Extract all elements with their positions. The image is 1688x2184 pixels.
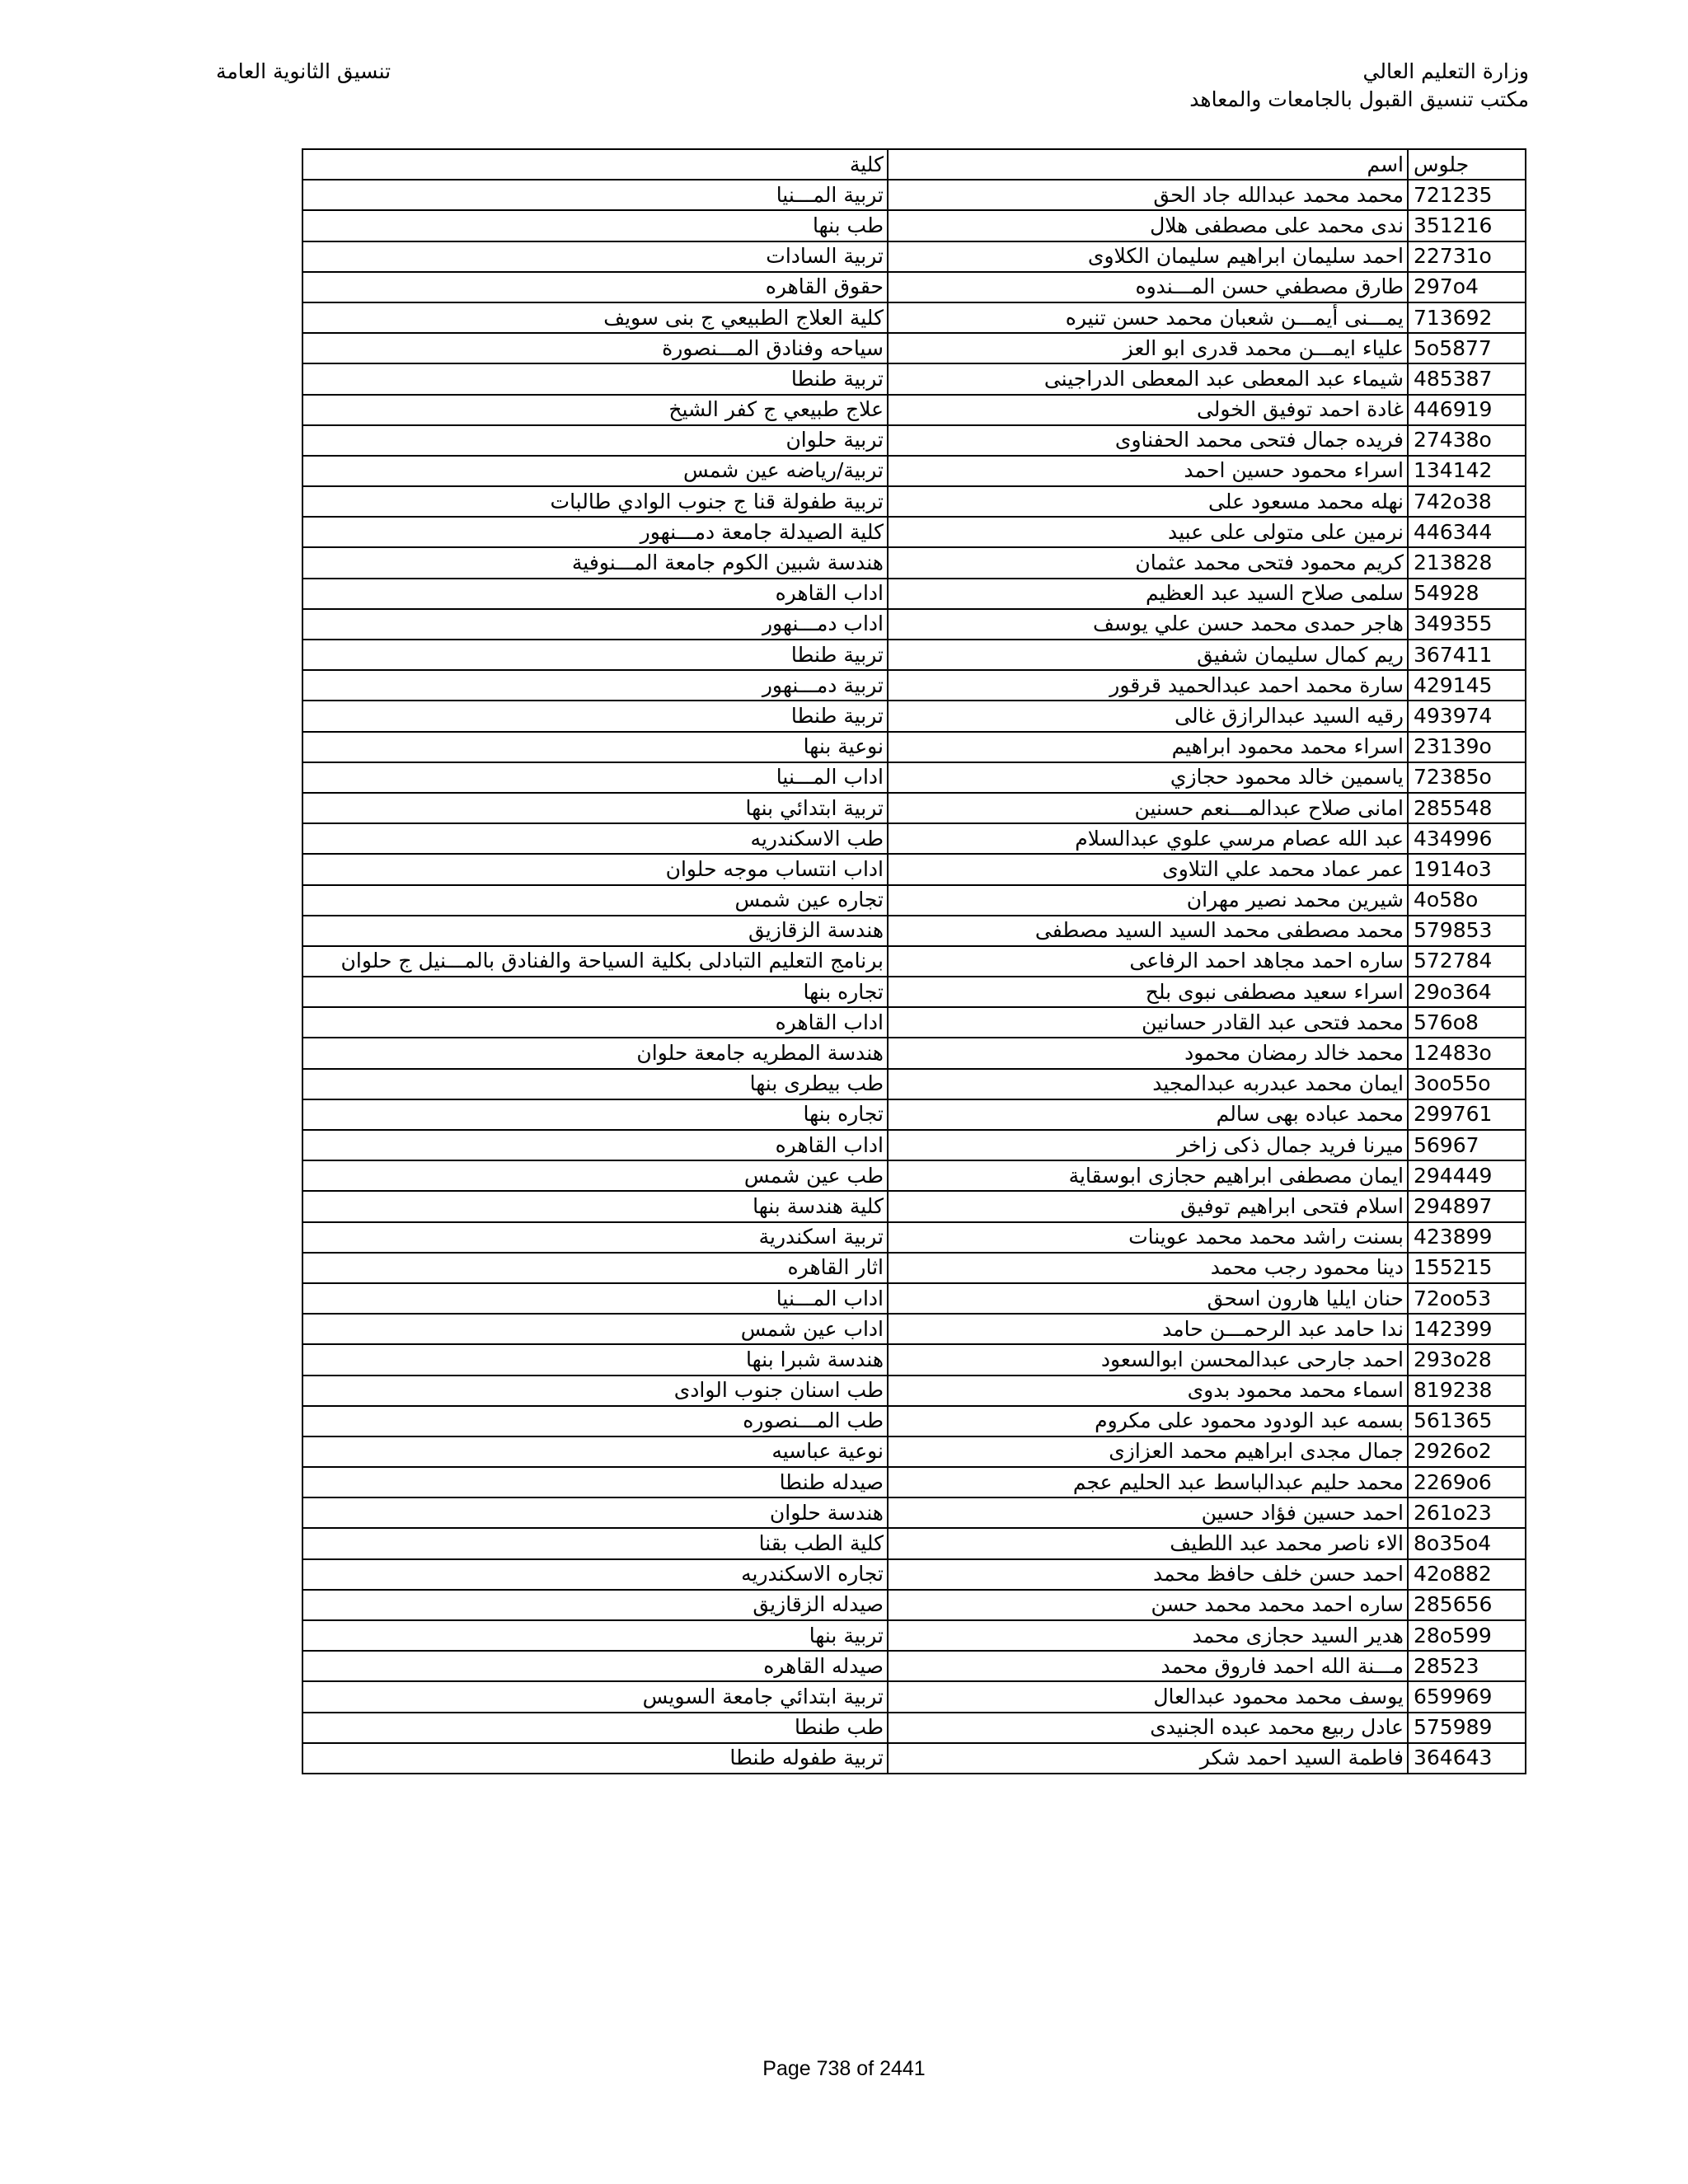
cell-college: تربية ابتدائي بنها bbox=[302, 793, 888, 823]
cell-college: طب الاسكندريه bbox=[302, 823, 888, 854]
cell-student-name: اسلام فتحى ابراهيم توفيق bbox=[888, 1191, 1408, 1221]
cell-student-name: احمد سليمان ابراهيم سليمان الكلاوى bbox=[888, 241, 1408, 272]
cell-college: حقوق القاهره bbox=[302, 272, 888, 302]
cell-seat-number: 28o599 bbox=[1408, 1620, 1526, 1651]
cell-seat-number: 4o58o bbox=[1408, 885, 1526, 916]
cell-college: طب اسنان جنوب الوادى bbox=[302, 1376, 888, 1406]
cell-seat-number: 5o5877 bbox=[1408, 333, 1526, 363]
cell-college: تجاره بنها bbox=[302, 977, 888, 1007]
cell-student-name: بسنت راشد محمد محمد عوينات bbox=[888, 1222, 1408, 1253]
cell-seat-number: 28523 bbox=[1408, 1651, 1526, 1681]
cell-college: سياحه وفنادق المـــنصورة bbox=[302, 333, 888, 363]
table-row bbox=[302, 425, 1526, 456]
table-row bbox=[302, 885, 1526, 916]
table-row bbox=[302, 486, 1526, 517]
table-row bbox=[302, 1620, 1526, 1651]
cell-student-name: ساره احمد مجاهد احمد الرفاعى bbox=[888, 946, 1408, 977]
cell-college: تربية السادات bbox=[302, 241, 888, 272]
cell-seat-number: 27438o bbox=[1408, 425, 1526, 456]
table-row bbox=[302, 793, 1526, 823]
results-table-body bbox=[302, 149, 1526, 1774]
cell-college: تربية طنطا bbox=[302, 701, 888, 731]
column-header-name: اسم bbox=[888, 149, 1408, 180]
table-row bbox=[302, 180, 1526, 210]
cell-student-name: ايمان مصطفى ابراهيم حجازى ابوسقاية bbox=[888, 1160, 1408, 1191]
cell-seat-number: 561365 bbox=[1408, 1406, 1526, 1436]
cell-student-name: نهله محمد مسعود على bbox=[888, 486, 1408, 517]
column-header-seat: جلوس bbox=[1408, 149, 1526, 180]
cell-seat-number: 349355 bbox=[1408, 609, 1526, 640]
cell-college: صيدله طنطا bbox=[302, 1467, 888, 1497]
cell-seat-number: 285548 bbox=[1408, 793, 1526, 823]
cell-student-name: عمر عماد محمد علي التلاوى bbox=[888, 854, 1408, 884]
cell-student-name: سلمى صلاح السيد عبد العظيم bbox=[888, 579, 1408, 609]
column-header-college: كلية bbox=[302, 149, 888, 180]
cell-student-name: احمد حسن خلف حافظ محمد bbox=[888, 1559, 1408, 1590]
cell-college: اداب المـــنيا bbox=[302, 1283, 888, 1314]
table-row bbox=[302, 1038, 1526, 1068]
table-row bbox=[302, 241, 1526, 272]
cell-student-name: احمد حسين فؤاد حسين bbox=[888, 1497, 1408, 1528]
cell-student-name: شيرين محمد نصير مهران bbox=[888, 885, 1408, 916]
table-row bbox=[302, 946, 1526, 977]
table-row bbox=[302, 1559, 1526, 1590]
cell-college: طب المـــنصوره bbox=[302, 1406, 888, 1436]
cell-student-name: عبد الله عصام مرسي علوي عبدالسلام bbox=[888, 823, 1408, 854]
ministry-title: وزارة التعليم العالي bbox=[1362, 59, 1529, 83]
cell-college: تربية طنطا bbox=[302, 640, 888, 670]
cell-college: كلية هندسة بنها bbox=[302, 1191, 888, 1221]
cell-student-name: اسراء سعيد مصطفى نبوى بلح bbox=[888, 977, 1408, 1007]
cell-student-name: سارة محمد احمد عبدالحميد قرقور bbox=[888, 670, 1408, 701]
cell-student-name: محمد خالد رمضان محمود bbox=[888, 1038, 1408, 1068]
table-row bbox=[302, 762, 1526, 793]
cell-college: تجاره بنها bbox=[302, 1099, 888, 1130]
cell-seat-number: 493974 bbox=[1408, 701, 1526, 731]
table-row bbox=[302, 1253, 1526, 1283]
table-row bbox=[302, 1069, 1526, 1099]
table-row bbox=[302, 1713, 1526, 1743]
cell-college: اداب القاهره bbox=[302, 579, 888, 609]
cell-student-name: علياء ايمـــن محمد قدرى ابو العز bbox=[888, 333, 1408, 363]
cell-college: تربية حلوان bbox=[302, 425, 888, 456]
page-header-title: تنسيق الثانوية العامة bbox=[216, 59, 392, 83]
cell-student-name: الاء ناصر محمد عبد اللطيف bbox=[888, 1528, 1408, 1558]
cell-seat-number: 294897 bbox=[1408, 1191, 1526, 1221]
cell-seat-number: 72385o bbox=[1408, 762, 1526, 793]
cell-seat-number: 293o28 bbox=[1408, 1344, 1526, 1375]
cell-student-name: فاطمة السيد احمد شكر bbox=[888, 1743, 1408, 1774]
cell-college: برنامج التعليم التبادلى بكلية السياحة والفنادق بالمـــنيل ج حلوان bbox=[302, 946, 888, 977]
table-row bbox=[302, 640, 1526, 670]
cell-student-name: يوسف محمد محمود عبدالعال bbox=[888, 1681, 1408, 1712]
cell-seat-number: 285656 bbox=[1408, 1590, 1526, 1620]
cell-student-name: هدير السيد حجازى محمد bbox=[888, 1620, 1408, 1651]
cell-student-name: محمد محمد عبدالله جاد الحق bbox=[888, 180, 1408, 210]
cell-college: تربية ابتدائي جامعة السويس bbox=[302, 1681, 888, 1712]
cell-seat-number: 446344 bbox=[1408, 517, 1526, 547]
cell-seat-number: 3oo55o bbox=[1408, 1069, 1526, 1099]
cell-student-name: امانى صلاح عبدالمـــنعم حسنين bbox=[888, 793, 1408, 823]
cell-college: تربية دمـــنهور bbox=[302, 670, 888, 701]
table-row bbox=[302, 1590, 1526, 1620]
cell-college: اداب القاهره bbox=[302, 1130, 888, 1160]
cell-student-name: محمد عباده بهى سالم bbox=[888, 1099, 1408, 1130]
cell-student-name: محمد حليم عبدالباسط عبد الحليم عجم bbox=[888, 1467, 1408, 1497]
cell-college: هندسة المطريه جامعة حلوان bbox=[302, 1038, 888, 1068]
table-row bbox=[302, 1314, 1526, 1344]
cell-college: علاج طبيعي ج كفر الشيخ bbox=[302, 395, 888, 425]
cell-student-name: ياسمين خالد محمود حجازي bbox=[888, 762, 1408, 793]
cell-student-name: ساره احمد محمد محمد حسن bbox=[888, 1590, 1408, 1620]
cell-student-name: احمد جارحى عبدالمحسن ابوالسعود bbox=[888, 1344, 1408, 1375]
cell-college: تربية بنها bbox=[302, 1620, 888, 1651]
cell-student-name: ندى محمد على مصطفى هلال bbox=[888, 210, 1408, 241]
cell-student-name: ميرنا فريد جمال ذكى زاخر bbox=[888, 1130, 1408, 1160]
cell-student-name: دينا محمود رجب محمد bbox=[888, 1253, 1408, 1283]
cell-college: اداب انتساب موجه حلوان bbox=[302, 854, 888, 884]
cell-college: تربية طفولة قنا ج جنوب الوادي طالبات bbox=[302, 486, 888, 517]
cell-student-name: غادة احمد توفيق الخولى bbox=[888, 395, 1408, 425]
table-row bbox=[302, 916, 1526, 946]
cell-seat-number: 155215 bbox=[1408, 1253, 1526, 1283]
cell-student-name: كريم محمود فتحى محمد عثمان bbox=[888, 547, 1408, 578]
cell-seat-number: 2926o2 bbox=[1408, 1436, 1526, 1467]
cell-college: تربية طنطا bbox=[302, 363, 888, 394]
cell-seat-number: 819238 bbox=[1408, 1376, 1526, 1406]
cell-seat-number: 429145 bbox=[1408, 670, 1526, 701]
cell-seat-number: 579853 bbox=[1408, 916, 1526, 946]
table-row bbox=[302, 1007, 1526, 1038]
cell-seat-number: 485387 bbox=[1408, 363, 1526, 394]
table-row bbox=[302, 210, 1526, 241]
table-row bbox=[302, 1406, 1526, 1436]
table-row bbox=[302, 1344, 1526, 1375]
cell-student-name: محمد مصطفى محمد السيد السيد مصطفى bbox=[888, 916, 1408, 946]
cell-college: كلية الصيدلة جامعة دمـــنهور bbox=[302, 517, 888, 547]
cell-college: طب طنطا bbox=[302, 1713, 888, 1743]
cell-seat-number: 29o364 bbox=[1408, 977, 1526, 1007]
table-row bbox=[302, 854, 1526, 884]
cell-college: هندسة الزقازيق bbox=[302, 916, 888, 946]
cell-seat-number: 351216 bbox=[1408, 210, 1526, 241]
cell-seat-number: 576o8 bbox=[1408, 1007, 1526, 1038]
table-row bbox=[302, 1528, 1526, 1558]
cell-seat-number: 659969 bbox=[1408, 1681, 1526, 1712]
cell-college: هندسة شبرا بنها bbox=[302, 1344, 888, 1375]
cell-seat-number: 297o4 bbox=[1408, 272, 1526, 302]
page-header-ministry bbox=[1189, 58, 1529, 114]
table-row bbox=[302, 1222, 1526, 1253]
cell-seat-number: 2269o6 bbox=[1408, 1467, 1526, 1497]
table-row bbox=[302, 547, 1526, 578]
cell-college: صيدله القاهره bbox=[302, 1651, 888, 1681]
table-row bbox=[302, 1160, 1526, 1191]
cell-seat-number: 8o35o4 bbox=[1408, 1528, 1526, 1558]
cell-student-name: ايمان محمد عبدربه عبدالمجيد bbox=[888, 1069, 1408, 1099]
cell-seat-number: 299761 bbox=[1408, 1099, 1526, 1130]
cell-college: كلية العلاج الطبيعي ج بنى سويف bbox=[302, 302, 888, 333]
table-row bbox=[302, 302, 1526, 333]
cell-seat-number: 22731o bbox=[1408, 241, 1526, 272]
cell-seat-number: 12483o bbox=[1408, 1038, 1526, 1068]
cell-student-name: طارق مصطفي حسن المـــندوه bbox=[888, 272, 1408, 302]
cell-college: تجاره عين شمس bbox=[302, 885, 888, 916]
table-row bbox=[302, 1099, 1526, 1130]
cell-seat-number: 364643 bbox=[1408, 1743, 1526, 1774]
cell-student-name: حنان ايليا هارون اسحق bbox=[888, 1283, 1408, 1314]
cell-college: هندسة حلوان bbox=[302, 1497, 888, 1528]
table-row bbox=[302, 732, 1526, 762]
table-row bbox=[302, 363, 1526, 394]
cell-student-name: عادل ربيع محمد عبده الجنيدى bbox=[888, 1713, 1408, 1743]
cell-student-name: اسماء محمد محمود بدوى bbox=[888, 1376, 1408, 1406]
cell-college: هندسة شبين الكوم جامعة المـــنوفية bbox=[302, 547, 888, 578]
table-row bbox=[302, 1283, 1526, 1314]
results-table bbox=[302, 148, 1526, 1774]
cell-college: اداب القاهره bbox=[302, 1007, 888, 1038]
table-row bbox=[302, 1743, 1526, 1774]
cell-student-name: جمال مجدى ابراهيم محمد العزازى bbox=[888, 1436, 1408, 1467]
table-row bbox=[302, 701, 1526, 731]
cell-student-name: هاجر حمدى محمد حسن علي يوسف bbox=[888, 609, 1408, 640]
cell-seat-number: 434996 bbox=[1408, 823, 1526, 854]
table-row bbox=[302, 1681, 1526, 1712]
cell-seat-number: 134142 bbox=[1408, 456, 1526, 486]
cell-seat-number: 23139o bbox=[1408, 732, 1526, 762]
table-row bbox=[302, 1497, 1526, 1528]
table-header-row bbox=[302, 149, 1526, 180]
cell-student-name: رقيه السيد عبدالرازق غالى bbox=[888, 701, 1408, 731]
cell-seat-number: 261o23 bbox=[1408, 1497, 1526, 1528]
cell-college: طب عين شمس bbox=[302, 1160, 888, 1191]
cell-college: اداب عين شمس bbox=[302, 1314, 888, 1344]
table-row bbox=[302, 609, 1526, 640]
table-row bbox=[302, 456, 1526, 486]
cell-college: تربية/رياضه عين شمس bbox=[302, 456, 888, 486]
cell-student-name: نرمين على متولى على عبيد bbox=[888, 517, 1408, 547]
cell-college: تربية المـــنيا bbox=[302, 180, 888, 210]
cell-college: نوعية عباسيه bbox=[302, 1436, 888, 1467]
cell-college: طب بيطرى بنها bbox=[302, 1069, 888, 1099]
table-row bbox=[302, 977, 1526, 1007]
cell-college: كلية الطب بقنا bbox=[302, 1528, 888, 1558]
cell-college: اداب المـــنيا bbox=[302, 762, 888, 793]
cell-student-name: بسمه عبد الودود محمود على مكروم bbox=[888, 1406, 1408, 1436]
cell-student-name: ريم كمال سليمان شفيق bbox=[888, 640, 1408, 670]
table-row bbox=[302, 1651, 1526, 1681]
table-row bbox=[302, 823, 1526, 854]
table-row bbox=[302, 1467, 1526, 1497]
cell-seat-number: 42o882 bbox=[1408, 1559, 1526, 1590]
table-row bbox=[302, 1436, 1526, 1467]
cell-seat-number: 56967 bbox=[1408, 1130, 1526, 1160]
cell-college: صيدله الزقازيق bbox=[302, 1590, 888, 1620]
cell-student-name: فريده جمال فتحى محمد الحفناوى bbox=[888, 425, 1408, 456]
table-row bbox=[302, 1376, 1526, 1406]
cell-college: نوعية بنها bbox=[302, 732, 888, 762]
table-row bbox=[302, 1191, 1526, 1221]
cell-seat-number: 142399 bbox=[1408, 1314, 1526, 1344]
cell-seat-number: 446919 bbox=[1408, 395, 1526, 425]
cell-college: طب بنها bbox=[302, 210, 888, 241]
cell-seat-number: 575989 bbox=[1408, 1713, 1526, 1743]
cell-seat-number: 713692 bbox=[1408, 302, 1526, 333]
cell-student-name: مـــنة الله احمد فاروق محمد bbox=[888, 1651, 1408, 1681]
cell-college: تربية اسكندرية bbox=[302, 1222, 888, 1253]
table-row bbox=[302, 579, 1526, 609]
cell-student-name: محمد فتحى عبد القادر حسانين bbox=[888, 1007, 1408, 1038]
cell-seat-number: 367411 bbox=[1408, 640, 1526, 670]
table-row bbox=[302, 670, 1526, 701]
cell-student-name: اسراء محمد محمود ابراهيم bbox=[888, 732, 1408, 762]
table-row bbox=[302, 272, 1526, 302]
cell-student-name: ندا حامد عبد الرحمـــن حامد bbox=[888, 1314, 1408, 1344]
page-number: Page 738 of 2441 bbox=[762, 2057, 926, 2080]
cell-student-name: شيماء عبد المعطى عبد المعطى الدراجينى bbox=[888, 363, 1408, 394]
cell-college: تجاره الاسكندريه bbox=[302, 1559, 888, 1590]
cell-college: اداب دمـــنهور bbox=[302, 609, 888, 640]
table-row bbox=[302, 517, 1526, 547]
table-row bbox=[302, 395, 1526, 425]
cell-seat-number: 572784 bbox=[1408, 946, 1526, 977]
cell-college: تربية طفوله طنطا bbox=[302, 1743, 888, 1774]
cell-seat-number: 294449 bbox=[1408, 1160, 1526, 1191]
cell-seat-number: 213828 bbox=[1408, 547, 1526, 578]
table-row bbox=[302, 333, 1526, 363]
office-title: مكتب تنسيق القبول بالجامعات والمعاهد bbox=[1189, 87, 1529, 111]
cell-seat-number: 1914o3 bbox=[1408, 854, 1526, 884]
cell-student-name: يمـــنى أيمـــن شعبان محمد حسن تنيره bbox=[888, 302, 1408, 333]
cell-seat-number: 742o38 bbox=[1408, 486, 1526, 517]
cell-seat-number: 54928 bbox=[1408, 579, 1526, 609]
cell-college: اثار القاهره bbox=[302, 1253, 888, 1283]
cell-seat-number: 423899 bbox=[1408, 1222, 1526, 1253]
cell-seat-number: 72oo53 bbox=[1408, 1283, 1526, 1314]
cell-seat-number: 721235 bbox=[1408, 180, 1526, 210]
cell-student-name: اسراء محمود حسين احمد bbox=[888, 456, 1408, 486]
table-row bbox=[302, 1130, 1526, 1160]
